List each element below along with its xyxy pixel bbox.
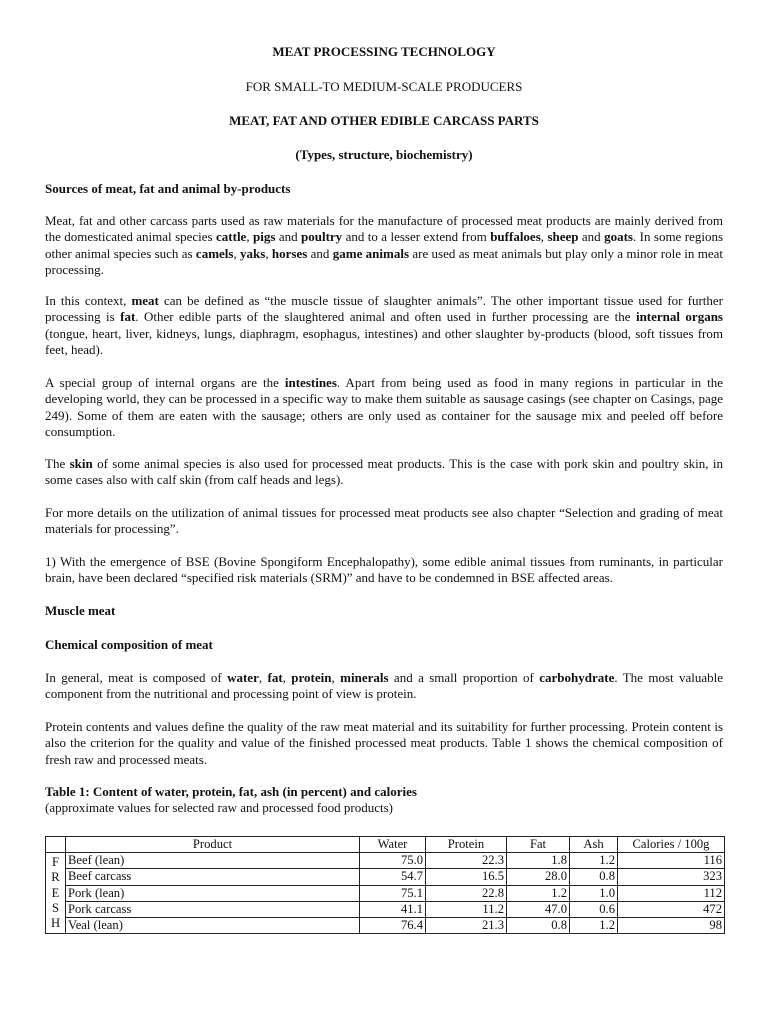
table-header-product: Product xyxy=(66,837,360,853)
chapter-title: MEAT, FAT AND OTHER EDIBLE CARCASS PARTS xyxy=(229,113,539,128)
table-caption: Table 1: Content of water, protein, fat, ash (in percent) and calories xyxy=(45,784,417,799)
cell-protein: 22.3 xyxy=(426,853,507,869)
cell-ash: 0.8 xyxy=(570,869,618,885)
section-heading-chemical-composition: Chemical composition of meat xyxy=(45,637,213,652)
table-row xyxy=(46,853,725,869)
doc-title: MEAT PROCESSING TECHNOLOGY xyxy=(272,44,496,59)
cell-ash: 1.2 xyxy=(570,853,618,869)
cell-product: Pork (lean) xyxy=(66,885,360,901)
table-header-row xyxy=(46,837,725,853)
cell-protein: 11.2 xyxy=(426,901,507,917)
cell-product: Veal (lean) xyxy=(66,918,360,934)
table-header-group xyxy=(46,837,66,853)
doc-subtitle: FOR SMALL-TO MEDIUM-SCALE PRODUCERS xyxy=(245,79,523,94)
cell-product: Beef (lean) xyxy=(66,853,360,869)
cell-ash: 1.0 xyxy=(570,885,618,901)
paragraph-more-details: For more details on the utilization of animal tissues for processed meat products see also chapter “Selection and grading of meat materials for processing”. xyxy=(45,505,723,537)
table-row xyxy=(46,885,725,901)
fresh-group-label: F R E S H xyxy=(46,853,66,934)
cell-calories: 472 xyxy=(618,901,725,917)
paragraph-protein-contents: Protein contents and values define the quality of the raw meat material and its suitability for further processing. Protein content is also the criterion for the quality and value of the finished processed meat products. Table 1 shows the chemical composition of fresh raw and processed meats. xyxy=(45,719,723,767)
table-note: (approximate values for selected raw and processed food products) xyxy=(45,800,393,815)
table-header-protein: Protein xyxy=(426,837,507,853)
cell-ash: 1.2 xyxy=(570,918,618,934)
cell-fat: 47.0 xyxy=(507,901,570,917)
cell-water: 76.4 xyxy=(360,918,426,934)
paragraph-sources: Meat, fat and other carcass parts used as raw materials for the manufacture of processed meat products are mainly derived from the domesticated animal species cattle, pigs and poultry and to a lesser extend from buffaloes, sheep and goats. In some regions other animal species such as camels, yaks, horses and game animals are used as meat animals but play only a minor role in meat processing. xyxy=(45,213,723,277)
cell-water: 75.1 xyxy=(360,885,426,901)
cell-ash: 0.6 xyxy=(570,901,618,917)
paragraph-meat-definition: In this context, meat can be defined as “the muscle tissue of slaughter animals”. The other important tissue used for further processing is fat. Other edible parts of the slaughtered animal and often used in further processing are the internal organs (tongue, heart, liver, kidneys, lungs, diaphragm, esophagus, intestines) and other slaughter by-products (blood, soft tissues from feet, head). xyxy=(45,293,723,357)
paragraph-intestines: A special group of internal organs are the intestines. Apart from being used as food in many regions in particular in the developing world, they can be processed in a specific way to make them suitable as sausage casings (see chapter on Casings, page 249). Some of them are eaten with the sausage; others are only used as container for the sausage mix and peeled off before consumption. xyxy=(45,375,723,439)
paragraph-composition: In general, meat is composed of water, fat, protein, minerals and a small proportion of carbohydrate. The most valuable component from the nutritional and processing point of view is protein. xyxy=(45,670,724,702)
cell-protein: 16.5 xyxy=(426,869,507,885)
table-header-water: Water xyxy=(360,837,426,853)
cell-protein: 22.8 xyxy=(426,885,507,901)
chapter-subtitle: (Types, structure, biochemistry) xyxy=(295,147,473,162)
cell-protein: 21.3 xyxy=(426,918,507,934)
cell-water: 75.0 xyxy=(360,853,426,869)
cell-fat: 1.8 xyxy=(507,853,570,869)
cell-calories: 116 xyxy=(618,853,725,869)
table-header-calories: Calories / 100g xyxy=(618,837,725,853)
paragraph-skin: The skin of some animal species is also used for processed meat products. This is the case with pork skin and poultry skin, in some cases also with calf skin (from calf heads and legs). xyxy=(45,456,724,488)
cell-calories: 323 xyxy=(618,869,725,885)
table-row xyxy=(46,918,725,934)
paragraph-bse-note: 1) With the emergence of BSE (Bovine Spongiform Encephalopathy), some edible animal tissues from ruminants, in particular brain, have been declared “specified risk materials (SRM)” and have to be condemned in BSE affected areas. xyxy=(45,554,723,586)
table-row xyxy=(46,869,725,885)
cell-fat: 0.8 xyxy=(507,918,570,934)
section-heading-muscle-meat: Muscle meat xyxy=(45,603,116,618)
cell-water: 54.7 xyxy=(360,869,426,885)
table-row xyxy=(46,901,725,917)
table-header-ash: Ash xyxy=(570,837,618,853)
table-header-fat: Fat xyxy=(507,837,570,853)
section-heading-sources: Sources of meat, fat and animal by-products xyxy=(45,181,291,196)
cell-calories: 112 xyxy=(618,885,725,901)
cell-fat: 28.0 xyxy=(507,869,570,885)
cell-water: 41.1 xyxy=(360,901,426,917)
cell-fat: 1.2 xyxy=(507,885,570,901)
cell-product: Pork carcass xyxy=(66,901,360,917)
cell-product: Beef carcass xyxy=(66,869,360,885)
cell-calories: 98 xyxy=(618,918,725,934)
composition-table xyxy=(45,836,725,934)
